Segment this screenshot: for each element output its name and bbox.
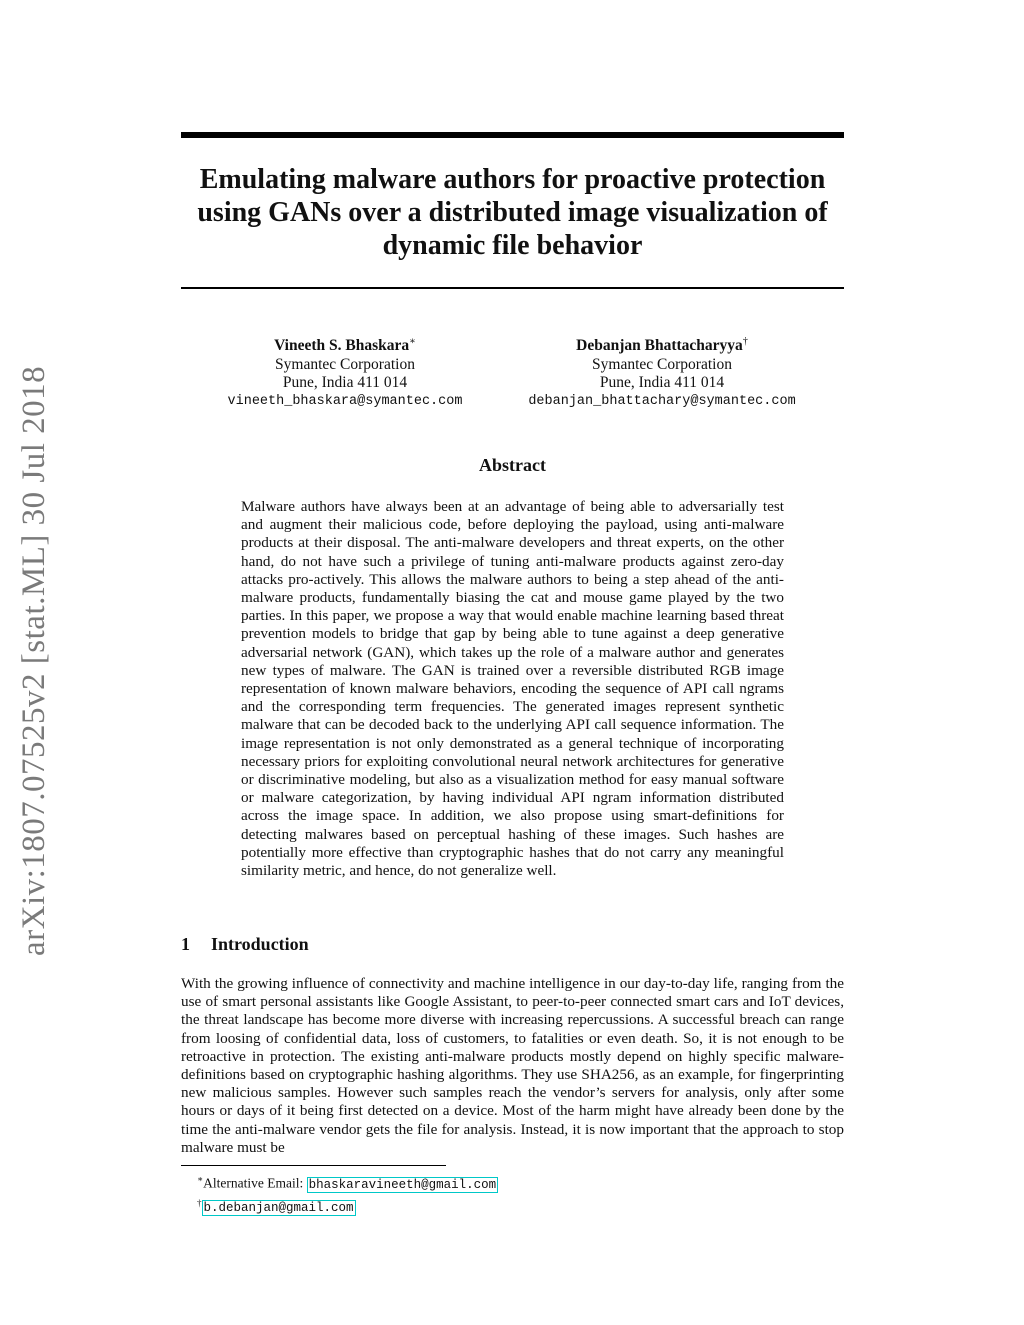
footnote-rule xyxy=(181,1165,446,1166)
abstract-heading: Abstract xyxy=(479,455,546,475)
paper-title: Emulating malware authors for proactive protection using GANs over a distributed image visualization of dynamic file behavior xyxy=(197,164,828,261)
author-name xyxy=(507,333,817,356)
author-footnote-mark: † xyxy=(742,336,748,347)
footnote-2 xyxy=(197,1194,498,1218)
author-name xyxy=(200,333,490,356)
footnote-label: Alternative Email: xyxy=(203,1175,307,1191)
footnotes xyxy=(197,1170,498,1217)
author-name-text: Debanjan Bhattacharyya xyxy=(576,337,743,355)
section-title: Introduction xyxy=(211,934,309,954)
author-location: Pune, India 411 014 xyxy=(282,374,408,392)
author-affiliation: Symantec Corporation xyxy=(592,355,732,373)
introduction-text: With the growing influence of connectivity and machine intelligence in our day-to-day life, ranging from the use of smart personal assistants like Google Assistant, to peer-to-peer connected smart cars and IoT devices, the threat landscape has become more diverse with increasing repercussions. A successful breach can range from loosing of confidential data, loss of customers, to fatalities or even death. So, it is not enough to be retroactive in protection. The existing anti-malware products mostly depend on highly specific malware-definitions based on cryptographic hashing algorithms. They use SHA256, as an example, for fingerprinting new malicious samples. However such samples reach the vendor’s servers for analysis, only after some hours or days of it being first detected on a device. Most of the harm might have already been done by the time the anti-malware vendor gets the file for analysis. Instead, it is now important that the approach to stop malware must be xyxy=(181,975,844,1156)
author-location: Pune, India 411 014 xyxy=(599,374,725,392)
title-top-rule xyxy=(181,132,844,138)
author-footnote-mark: ∗ xyxy=(409,336,416,347)
author-email[interactable]: debanjan_bhattachary@symantec.com xyxy=(528,393,796,409)
footnote-email-link[interactable]: b.debanjan@gmail.com xyxy=(203,1201,354,1215)
section-heading-introduction xyxy=(181,934,309,955)
title-bottom-rule xyxy=(181,287,844,289)
author-block-1 xyxy=(200,333,490,411)
author-affiliation: Symantec Corporation xyxy=(275,355,415,373)
author-block-2 xyxy=(507,333,817,411)
footnote-email-link[interactable]: bhaskaravineeth@gmail.com xyxy=(308,1177,497,1192)
arxiv-identifier-stamp: arXiv:1807.07525v2 [stat.ML] 30 Jul 2018 xyxy=(16,365,52,956)
abstract-text: Malware authors have always been at an advantage of being able to adversarially test and augment their malicious code, before deploying the payload, using anti-malware products at their disposal. The anti-malware developers and threat experts, on the other hand, do not have such a privilege of tuning anti-malware products against zero-day attacks pro-actively. This allows the malware authors to being a step ahead of the anti-malware products, fundamentally biasing the cat and mouse game played by the two parties. In this paper, we propose a way that would enable machine learning based threat prevention models to bridge that gap by being able to tune against a deep generative adversarial network (GAN), which takes up the role of a malware author and generates new types of malware. The GAN is trained over a reversible distributed RGB image representation of known malware behaviors, encoding the sequence of API call ngrams and the corresponding term frequencies. The generated images represent synthetic malware that can be decoded back to the underlying API call sequence information. The image representation is not only demonstrated as a general technique of incorporating necessary priors for exploiting convolutional neural network architectures for generative or discriminative modeling, but also as a visualization method for easy manual software or malware categorization, by having individual API ngram information distributed across the image space. In addition, we also propose using smart-definitions for detecting malwares based on perceptual hashing of these images. Such hashes are potentially more effective than cryptographic hashes that do not carry any meaningful similarity metric, and hence, do not generalize well. xyxy=(241,498,784,880)
footnote-1 xyxy=(197,1170,498,1194)
author-name-text: Vineeth S. Bhaskara xyxy=(274,337,410,355)
author-email[interactable]: vineeth_bhaskara@symantec.com xyxy=(227,393,463,409)
footnote-mark: ∗ xyxy=(197,1174,204,1184)
footnote-mark: † xyxy=(197,1197,202,1208)
section-number: 1 xyxy=(181,934,190,954)
